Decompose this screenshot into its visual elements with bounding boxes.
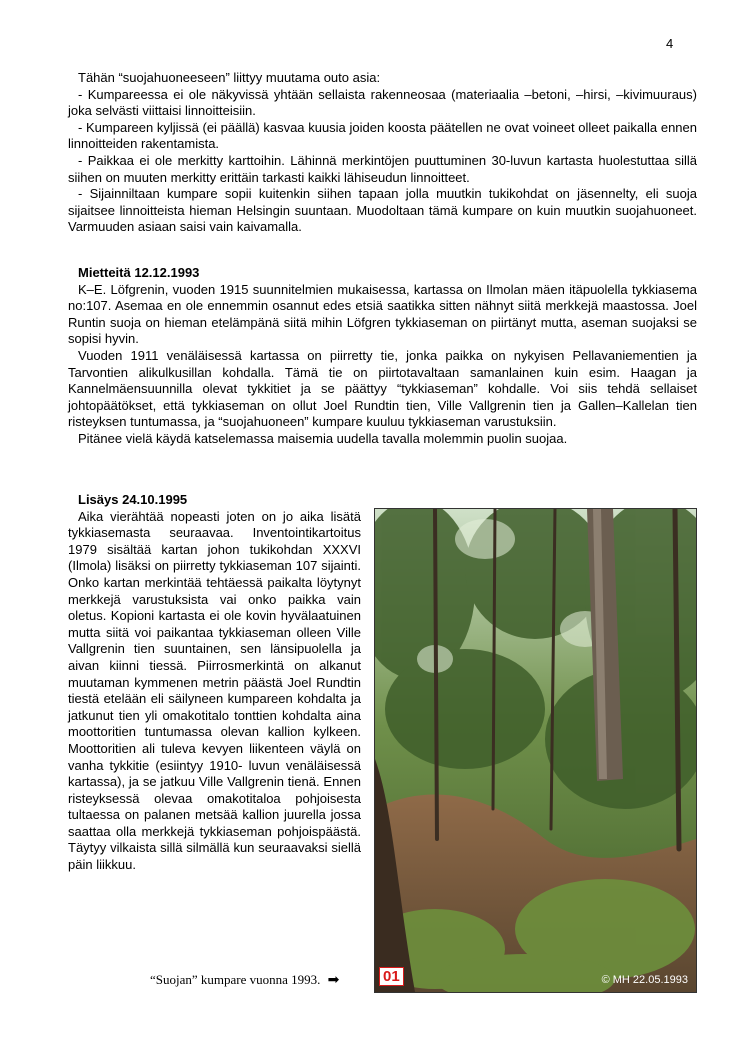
section-heading: Lisäys 24.10.1995 [78, 492, 188, 507]
photo-caption-text: “Suojan” kumpare vuonna 1993. [150, 972, 321, 987]
intro-paragraph: - Kumpareen kyljissä (ei päällä) kasvaa kuusia joiden koosta päätellen ne ovat voineet olleet paikalla ennen linnoitteiden rakentamista. [68, 119, 697, 152]
section-paragraph: Vuoden 1911 venäläisessä kartassa on piirretty tie, jonka paikka on nykyisen Pellavaniementien ja Tarvontien alikulkusillan kohdalla. Tämä tie on piirtotavaltaan samanlainen kuin esim. Haagan ja Kannelmäensuunnilla olevat tykkitiet ja se päättyy “tykkiaseman” kohdalle. Voi siis tehdä sellaiset johtopäätökset, että tykkiaseman on ollut Joel Rundtin tien, Ville Vallgrenin tien ja Gallen–Kallelan tien risteyksen tuntumassa, ja “suojahuoneen” kumpare kuuluu tykkiaseman varustuksiin. [68, 347, 697, 430]
forest-photo-illustration [375, 509, 696, 992]
section-paragraph: K–E. Löfgrenin, vuoden 1915 suunnitelmien mukaisessa, kartassa on Ilmolan mäen itäpuolella tykkiasema no:107. Asemaa en ole ennemmin osannut edes etsiä saatikka sitten nähnyt siitä merkkejä maastossa. Joel Runtin suoja on hieman etelämpänä siitä mihin Löfgren tykkiaseman on piirtänyt mutta, aseman suojaksi se sopisi hyvin. [68, 281, 697, 347]
intro-paragraph: - Kumpareessa ei ole näkyvissä yhtään sellaista rakenneosaa (materiaalia –betoni, –hirsi, –kivimuuraus) joka selvästi viittaisi linnoitteisiin. [68, 86, 697, 119]
section-paragraph: Pitänee vielä käydä katselemassa maisemia uudella tavalla molemmin puolin suojaa. [78, 430, 568, 446]
section-thoughts [68, 265, 697, 448]
arrow-right-icon: ➡ [327, 973, 340, 988]
page-number: 4 [666, 36, 674, 51]
section-paragraph: Aika vierähtää nopeasti joten on jo aika lisätä tykkiasemasta seuraavaa. Inventointikartoitus 1979 sisältää kartan johon tukikohdan XXXVI (Ilmola) lisäksi on piirretty tykkiaseman 107 sijainti. Onko kartan merkintää tehtäessä paikalta löytynyt merkkejä varustuksista vai onko paikka vain oletus. Kopioni kartasta ei ole kovin hyvälaatuinen mutta siitä voi paikantaa tykkiaseman olleen Ville Vallgrenin tien suuntainen, sen länsipuolella ja aivan kiinni tiessä. Piirrosmerkintä on alkanut muutaman kymmenen metrin päästä Joel Rundtin tiestä etelään eli säilyneen kumpareen kohdalta ja jatkunut tien yli omakotitalo tonttien kohdalta aina moottoritien tuntumassa olevan kallion kylkeen. Moottoritien ali tuleva kevyen liikenteen väylä on vanha tykkitie (esiintyy 1910- luvun venäläisessä kartassa), ja se jatkuu Ville Vallgrenin tienä. Ennen risteyksessä olevaa omakotitaloa pohjoisesta tultaessa on palanen metsää kallion juurella jossa saattaa olla merkkejä tykkiaseman pohjoispäästä. Täytyy vilkaista sillä silmällä kun seuraavaksi siellä päin liikkuu. [68, 508, 361, 873]
section-heading: Mietteitä 12.12.1993 [78, 265, 200, 280]
intro-section [68, 70, 697, 236]
intro-paragraph: - Sijainniltaan kumpare sopii kuitenkin siihen tapaan jolla muutkin tukikohdat on jäsennelty, eli suoja sijaitsee linnoitteista hieman Helsingin suuntaan. Muodoltaan tämä kumpare on kuin muutkin suojahuoneet. Varmuuden asiaan saisi vain kaivamalla. [68, 186, 697, 235]
intro-paragraph: Tähän “suojahuoneeseen” liittyy muutama outo asia: [78, 70, 381, 85]
section-addition [68, 492, 361, 874]
photo-number-badge: 01 [379, 967, 404, 986]
photo-credit: © MH 22.05.1993 [601, 974, 688, 986]
photo-caption [150, 972, 339, 989]
forest-photo [374, 508, 697, 993]
intro-paragraph: - Paikkaa ei ole merkitty karttoihin. Lähinnä merkintöjen puuttuminen 30-luvun kartasta huolestuttaa sillä siihen on muuten merkitty erittäin tarkasti kaikki lähiseudun linnoitteet. [68, 152, 697, 185]
